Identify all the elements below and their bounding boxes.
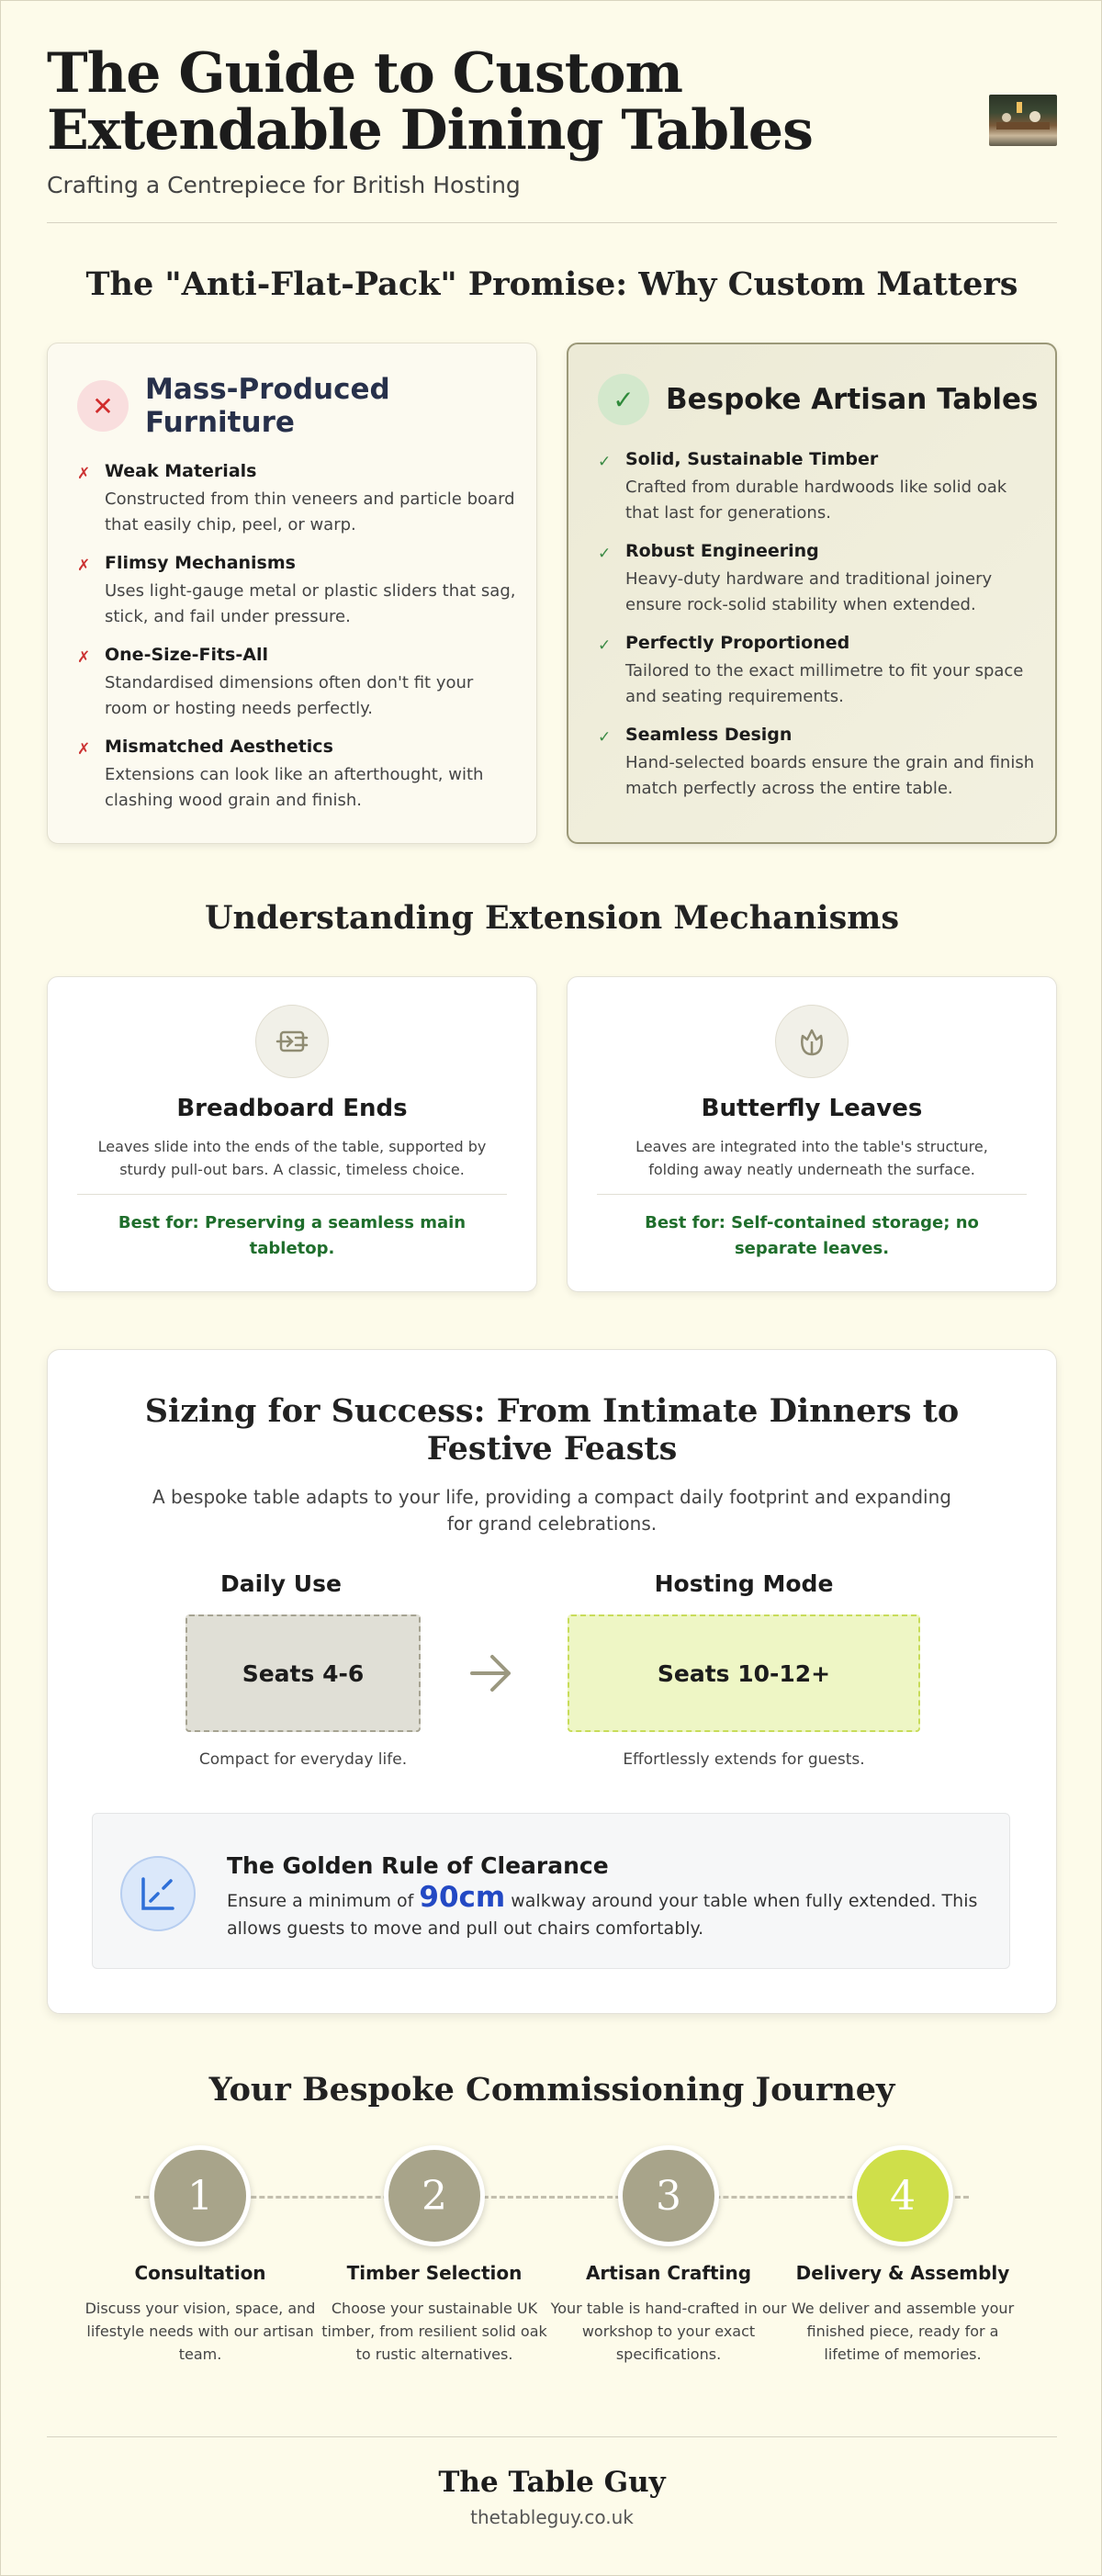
point-title: Flimsy Mechanisms	[105, 553, 296, 573]
mechanism-title: Butterfly Leaves	[701, 1095, 923, 1122]
footer-url[interactable]: thetableguy.co.uk	[470, 2506, 634, 2528]
hosting-caption: Effortlessly extends for guests.	[623, 1750, 865, 1769]
list-item	[598, 541, 1039, 618]
footer-divider	[47, 2436, 1057, 2437]
comparison-section-title: The "Anti-Flat-Pack" Promise: Why Custom Matters	[85, 265, 1018, 303]
step-title: Artisan Crafting	[585, 2262, 752, 2284]
mechanism-best-for: Best for: Preserving a seamless main tabletop.	[118, 1213, 467, 1258]
point-title: Seamless Design	[625, 725, 793, 745]
breadboard-card	[47, 976, 537, 1292]
step-number-2: 2	[384, 2145, 485, 2246]
sizing-panel	[47, 1349, 1057, 2014]
daily-use-label: Daily Use	[220, 1570, 342, 1597]
divider	[77, 1194, 507, 1195]
divider	[47, 222, 1057, 223]
step-number-1: 1	[150, 2145, 251, 2246]
point-desc: Standardised dimensions often don't fit your room or hosting needs perfectly.	[105, 673, 474, 718]
point-title: One-Size-Fits-All	[105, 645, 268, 665]
x-mark-icon: ✗	[77, 557, 91, 575]
mechanism-title: Breadboard Ends	[176, 1095, 408, 1122]
cross-icon: ✕	[77, 380, 129, 432]
butterfly-card	[567, 976, 1057, 1292]
page-subtitle: Crafting a Centrepiece for British Hosting	[47, 172, 521, 198]
clearance-title: The Golden Rule of Clearance	[227, 1852, 609, 1879]
check-mark-icon: ✓	[598, 545, 612, 563]
hosting-seats-box: Seats 10-12+	[568, 1614, 920, 1732]
list-item	[77, 737, 518, 814]
clearance-text-after: walkway around your table when fully extended. This allows guests to move and pull out chairs comfortably.	[227, 1891, 978, 1939]
point-title: Weak Materials	[105, 461, 257, 481]
list-item	[598, 725, 1039, 802]
step-desc: Discuss your vision, space, and lifestyle needs with our artisan team.	[84, 2300, 316, 2363]
step-desc: Your table is hand-crafted in our workshop to your exact specifications.	[550, 2300, 787, 2363]
list-item	[77, 645, 518, 722]
point-desc: Crafted from durable hardwoods like solid oak that last for generations.	[625, 478, 1007, 523]
clearance-text-before: Ensure a minimum of	[227, 1891, 414, 1911]
arrow-right-icon	[468, 1653, 514, 1697]
check-mark-icon: ✓	[598, 636, 612, 655]
step-desc: We deliver and assemble your finished piece, ready for a lifetime of memories.	[791, 2300, 1015, 2363]
timeline-line	[135, 2196, 969, 2199]
list-item	[77, 461, 518, 538]
point-desc: Constructed from thin veneers and particle board that easily chip, peel, or warp.	[105, 489, 515, 534]
mechanism-desc: Leaves are integrated into the table's structure, folding away neatly underneath the surface.	[635, 1138, 988, 1178]
dining-table-photo	[989, 95, 1057, 146]
step-title: Timber Selection	[346, 2262, 523, 2284]
point-desc: Heavy-duty hardware and traditional joinery ensure rock-solid stability when extended.	[625, 569, 993, 614]
clearance-callout	[92, 1813, 1010, 1969]
header	[47, 41, 1057, 198]
point-title: Perfectly Proportioned	[625, 633, 850, 653]
mass-produced-card	[47, 343, 537, 844]
step-number-4: 4	[852, 2145, 953, 2246]
sizing-title: Sizing for Success: From Intimate Dinners to Festive Feasts	[144, 1392, 960, 1468]
journey-section-title: Your Bespoke Commissioning Journey	[208, 2071, 895, 2109]
clearance-text	[227, 1881, 980, 1942]
point-title: Robust Engineering	[625, 541, 819, 561]
point-desc: Uses light-gauge metal or plastic sliders that sag, stick, and fail under pressure.	[105, 581, 516, 626]
step-number-3: 3	[618, 2145, 719, 2246]
bespoke-card	[567, 343, 1057, 844]
point-title: Mismatched Aesthetics	[105, 737, 333, 757]
page-title: The Guide to Custom Extendable Dining Tables	[47, 41, 813, 163]
card-title: Mass-Produced Furniture	[145, 373, 390, 439]
point-title: Solid, Sustainable Timber	[625, 449, 879, 469]
point-desc: Tailored to the exact millimetre to fit your space and seating requirements.	[625, 661, 1024, 706]
footer-brand: The Table Guy	[438, 2466, 666, 2499]
daily-caption: Compact for everyday life.	[198, 1750, 408, 1769]
measure-icon	[120, 1856, 196, 1931]
list-item	[77, 553, 518, 630]
butterfly-icon	[775, 1005, 849, 1078]
x-mark-icon: ✗	[77, 465, 91, 483]
point-desc: Extensions can look like an afterthought, with clashing wood grain and finish.	[105, 765, 484, 810]
card-title: Bespoke Artisan Tables	[666, 383, 1039, 416]
point-desc: Hand-selected boards ensure the grain and finish match perfectly across the entire table.	[625, 753, 1035, 798]
daily-seats-box: Seats 4-6	[186, 1614, 421, 1732]
check-mark-icon: ✓	[598, 453, 612, 471]
slide-out-icon	[255, 1005, 329, 1078]
x-mark-icon: ✗	[77, 648, 91, 667]
check-icon: ✓	[598, 374, 649, 425]
list-item	[598, 449, 1039, 526]
step-title: Delivery & Assembly	[795, 2262, 1010, 2284]
sizing-subtitle: A bespoke table adapts to your life, providing a compact daily footprint and expanding for grand celebrations.	[152, 1486, 951, 1535]
hosting-mode-label: Hosting Mode	[654, 1570, 834, 1597]
mechanism-best-for: Best for: Self-contained storage; no separate leaves.	[645, 1213, 979, 1258]
clearance-value: 90cm	[419, 1881, 506, 1914]
step-title: Consultation	[134, 2262, 266, 2284]
x-mark-icon: ✗	[77, 740, 91, 759]
divider	[597, 1194, 1027, 1195]
check-mark-icon: ✓	[598, 728, 612, 747]
mechanisms-section-title: Understanding Extension Mechanisms	[204, 899, 900, 937]
step-desc: Choose your sustainable UK timber, from resilient solid oak to rustic alternatives.	[321, 2300, 547, 2363]
mechanism-desc: Leaves slide into the ends of the table, supported by sturdy pull-out bars. A classic, timeless choice.	[97, 1138, 487, 1178]
list-item	[598, 633, 1039, 710]
